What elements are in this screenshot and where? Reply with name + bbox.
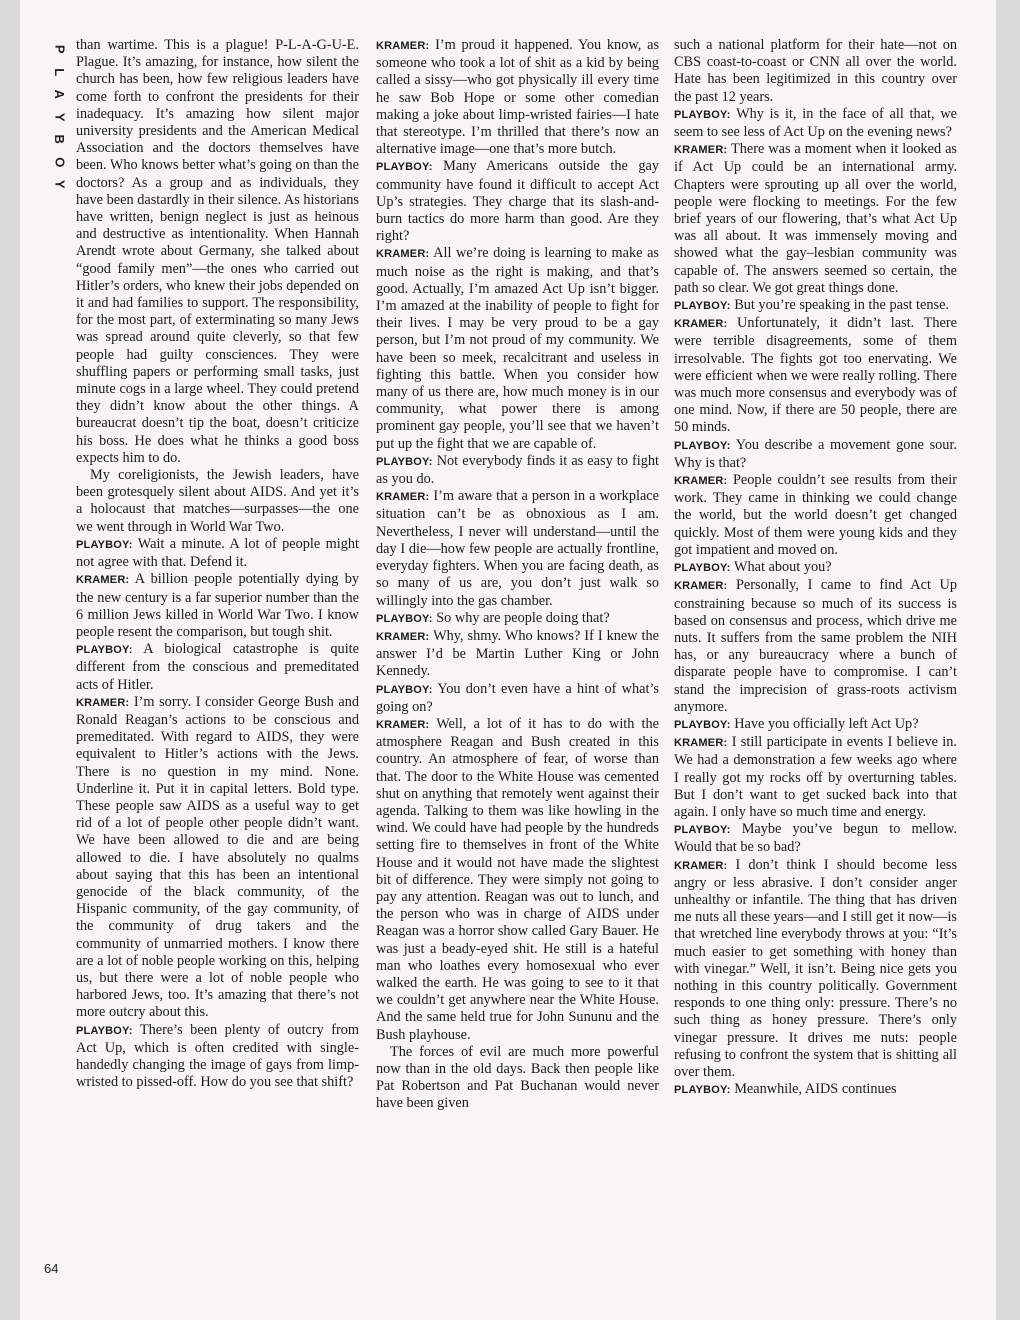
paragraph-text: What about you? bbox=[733, 559, 832, 576]
speaker-label: KRAMER: bbox=[674, 318, 728, 331]
speaker-label: KRAMER: bbox=[674, 475, 728, 488]
speaker-label: KRAMER: bbox=[674, 144, 728, 157]
paragraph-text: Not everybody finds it as easy to fight as you do. bbox=[376, 452, 659, 488]
speaker-label: PLAYBOY: bbox=[674, 300, 731, 313]
masthead-letter: L bbox=[52, 67, 68, 76]
paragraph bbox=[674, 1081, 957, 1099]
paragraph-text: There’s been plenty of outcry from Act Up, which is often credited with single-handedly changing the image of gays from limp-wristed to pissed-off. How do you see that shift? bbox=[76, 1021, 359, 1091]
paragraph-text: I’m aware that a person in a workplace situation can’t be as obnoxious as I am. Nevertheless, I never will understand—until the day I die—how few people are actually frontline, everyday fighters. When you are facing death, as so many of us are, you don’t just walk so willingly into the gas chamber. bbox=[376, 488, 659, 609]
paragraph bbox=[376, 158, 659, 245]
paragraph-text: A billion people potentially dying by the new century is a far superior number than the 6 million Jews killed in World War Two. I know people resent the comparison, but tough shit. bbox=[76, 571, 359, 640]
paragraph bbox=[376, 1044, 659, 1113]
paragraph-text: But you’re speaking in the past tense. bbox=[734, 297, 950, 314]
paragraph-text: Personally, I came to find Act Up constraining because so much of its success is based on consensus and process, which drive me nuts. It suffers from the same problem the NIH has, or any bureaucracy where a bunch of disparate people have to compromise. I can’t stand the imprecision of grass-roots activism anymore. bbox=[674, 577, 957, 715]
paragraph-text: There was a moment when it looked as if Act Up could be an international army. Chapters were sprouting up all over the world, people were flocking to meetings. For the few brief years of our flowering, that’s what Act Up was all about. It was immensely moving and showed what the gay–lesbian community was capable of. The answers seemed so certain, the path so clear. We got great things done. bbox=[674, 141, 957, 296]
paragraph bbox=[674, 716, 957, 734]
speaker-label: KRAMER: bbox=[376, 40, 430, 52]
paragraph bbox=[376, 453, 659, 488]
speaker-label: KRAMER: bbox=[376, 248, 430, 261]
paragraph bbox=[376, 245, 659, 452]
speaker-label: PLAYBOY: bbox=[76, 538, 133, 551]
paragraph bbox=[674, 577, 957, 716]
speaker-label: PLAYBOY: bbox=[376, 161, 433, 174]
page-number: 64 bbox=[44, 1261, 59, 1276]
paragraph-text: Many Americans outside the gay community have found it difficult to accept Act Up’s strategies. They charge that its slash-and-burn tactics do more harm than good. Are they right? bbox=[376, 158, 659, 245]
paragraph bbox=[674, 734, 957, 821]
speaker-label: KRAMER: bbox=[376, 718, 430, 731]
vertical-masthead bbox=[48, 38, 70, 196]
masthead-letter: B bbox=[52, 134, 68, 144]
paragraph bbox=[376, 610, 659, 628]
paragraph bbox=[376, 628, 659, 681]
paragraph-text: I’m proud it happened. You know, as someone who took a lot of shit as a kid by being called a sissy—who got physically ill every time he saw Bob Hope or some other comedian making a joke about limp-wristed fairies—I hate that stereotype. I’m thrilled that there’s now an alternative image—one that’s more butch. bbox=[376, 37, 660, 158]
paragraph-text: The forces of evil are much more powerful now than in the old days. Back then people like Pat Robertson and Pat Buchanan would never have been given bbox=[376, 1043, 659, 1112]
paragraph bbox=[376, 681, 659, 716]
paragraph-text: than wartime. This is a plague! P-L-A-G-U-E. Plague. It’s amazing, for instance, how silent the church has been, how few religious leaders have come forth to confront the presidents for their inadequacy. It’s amazing how silent major university presidents and the American Medical Association and the doctors themselves have been. Who knows better what’s going on than the doctors? As a group and as individuals, they have been dastardly in their silence. As historians have written, benign neglect is just as heinous and destructive as intentionality. When Hannah Arendt wrote about Germany, she talked about “good family men”—the ones who carried out Hitler’s orders, who knew their jobs depended on it and had families to support. The responsibility, for the most part, of exterminating so many Jews was spread around quite cleverly, so that few people had guilty consciences. They were shuffling papers or performing small tasks, just minute cogs in a large wheel. They could pretend they didn’t know about the other things. A bureaucrat doesn’t tip the boat, doesn’t criticize his boss. He does what he thinks a good boss expects him to do. bbox=[76, 37, 359, 466]
paragraph-text: So why are people doing that? bbox=[436, 609, 610, 626]
paragraph-text: Meanwhile, AIDS continues bbox=[734, 1081, 897, 1098]
text-column-3 bbox=[674, 37, 957, 1099]
speaker-label: KRAMER: bbox=[376, 630, 430, 643]
paragraph bbox=[76, 536, 359, 571]
paragraph-text: Have you officially left Act Up? bbox=[734, 715, 919, 732]
speaker-label: KRAMER: bbox=[76, 696, 130, 709]
paragraph-text: My coreligionists, the Jewish leaders, have been grotesquely silent about AIDS. And yet it’s a holocaust that matches—surpasses—the one we went through in World War Two. bbox=[76, 467, 359, 535]
paragraph-text: I still participate in events I believe in. We had a demonstration a few weeks ago where I really got my rocks off by overturning tables. But I don’t want to get sucked back into that again. I only have so much time and energy. bbox=[674, 734, 957, 820]
paragraph bbox=[674, 315, 957, 436]
paragraph-text: Wait a minute. A lot of people might not agree with that. Defend it. bbox=[76, 535, 359, 571]
paragraph bbox=[76, 694, 359, 1022]
magazine-page bbox=[20, 0, 996, 1320]
paragraph-text: I’m sorry. I consider George Bush and Ronald Reagan’s actions to be conscious and premeditated. With regard to AIDS, they were equivalent to Hitler’s actions with the Jews. There is no question in my mind. None. Underline it. Put it in capital letters. Bold type. These people saw AIDS as a useful way to get rid of a lot of people other people didn’t want. We have been allowed to die and are being allowed to die. I have absolutely no qualms about saying that this has been an intentional genocide of the black community, of the Hispanic community, of the gay community, of the community of drug takers and the community of unmarried mothers. I know there are a lot of noble people working on this, helping us, but there were a lot of noble people who harbored Jews, too. It’s amazing that there’s not more outcry about this. bbox=[76, 693, 359, 1021]
paragraph-text: Why, shmy. Who knows? If I knew the answer I’d be Martin Luther King or John Kennedy. bbox=[376, 627, 659, 680]
speaker-label: PLAYBOY: bbox=[674, 824, 731, 837]
paragraph-text: I don’t think I should become less angry or less abrasive. I don’t consider anger unhealthy or infantile. The thing that has driven me nuts all these years—and I still get it now—is that wretched line everybody throws at you: “It’s much easier to get something with honey than with vinegar.” Well, it isn’t. Being nice gets you nothing in this country politically. Government responds to one thing only: pressure. There’s no such thing as honey pressure. There’s only vinegar pressure. It drives me nuts: people refusing to confront the system that is shitting all over them. bbox=[674, 856, 958, 1080]
paragraph-text: such a national platform for their hate—not on CBS coast-to-coast or CNN all over the world. Hate has been legitimized in this country over the past 12 years. bbox=[674, 37, 957, 105]
speaker-label: PLAYBOY: bbox=[376, 455, 433, 468]
paragraph-text: You don’t even have a hint of what’s going on? bbox=[376, 680, 659, 715]
speaker-label: PLAYBOY: bbox=[674, 108, 731, 121]
speaker-label: KRAMER: bbox=[674, 737, 728, 750]
speaker-label: PLAYBOY: bbox=[376, 612, 433, 625]
paragraph-text: A biological catastrophe is quite different from the conscious and premeditated acts of Hitler. bbox=[76, 641, 359, 693]
speaker-label: PLAYBOY: bbox=[674, 718, 731, 731]
paragraph-text: Well, a lot of it has to do with the atmosphere Reagan and Bush created in this country. An atmosphere of fear, of worse than that. The door to the White House was cemented shut on anything that remotely went against their agenda. Talking to them was like howling in the wind. We could have had people by the hundreds setting fire to themselves in front of the White House and it would not have made the slightest bit of difference. They were simply not going to pay any attention. Reagan was out to lunch, and the person who was in charge of AIDS under Reagan was a horror show called Gary Bauer. He was just a beady-eyed shit. He still is a hateful man who loathes every homosexual who ever walked the earth. He was going to see to it that we couldn’t get anywhere near the White House. And the same held true for John Sununu and the Bush playhouse. bbox=[376, 715, 659, 1043]
paragraph-text: People couldn’t see results from their work. They came in thinking we could change the world, but the world doesn’t get changed quickly. Most of them were young kids and they got impatient and moved on. bbox=[674, 472, 957, 558]
speaker-label: PLAYBOY: bbox=[674, 1084, 731, 1097]
paragraph bbox=[674, 106, 957, 141]
paragraph-text: Why is it, in the face of all that, we seem to see less of Act Up on the evening news? bbox=[674, 105, 957, 141]
paragraph bbox=[376, 716, 659, 1044]
paragraph bbox=[674, 297, 957, 315]
paragraph bbox=[376, 488, 659, 609]
speaker-label: KRAMER: bbox=[674, 859, 728, 872]
masthead-letter: O bbox=[52, 156, 68, 167]
text-column-2 bbox=[376, 37, 659, 1113]
paragraph bbox=[76, 467, 359, 536]
masthead-letter: Y bbox=[52, 112, 68, 122]
paragraph bbox=[674, 559, 957, 577]
paragraph bbox=[674, 437, 957, 472]
paragraph-text: Unfortunately, it didn’t last. There were terrible disagreements, some of them irresolvable. The fights got too enervating. We were efficient when we were really rolling. There was much more consensus and everybody was of one mind. Now, if there are 50 people, there are 50 minds. bbox=[674, 315, 958, 436]
masthead-letter: A bbox=[52, 89, 68, 99]
speaker-label: PLAYBOY: bbox=[674, 439, 731, 452]
paragraph-text: All we’re doing is learning to make as much noise as the right is making, and that’s good. Actually, I’m amazed Act Up isn’t bigger. I’m amazed at the inability of people to fight for their lives. I may be very proud to be a gay person, but I’m not proud of my community. We have been so meek, recalcitrant and useless in fighting this battle. When you consider how many of us there are, how much money is in our community, what power there is among prominent gay people, you’ll see that we haven’t put up the fight that we are capable of. bbox=[376, 245, 659, 452]
paragraph bbox=[76, 571, 359, 641]
speaker-label: KRAMER: bbox=[674, 580, 728, 593]
text-column-1 bbox=[76, 37, 359, 1091]
speaker-label: KRAMER: bbox=[76, 574, 130, 587]
paragraph bbox=[674, 857, 957, 1082]
paragraph bbox=[674, 37, 957, 106]
paragraph-text: Maybe you’ve begun to mellow. Would that be so bad? bbox=[674, 821, 957, 856]
paragraph bbox=[674, 472, 957, 559]
speaker-label: KRAMER: bbox=[376, 491, 430, 504]
masthead-letter: Y bbox=[52, 179, 68, 189]
speaker-label: PLAYBOY: bbox=[376, 683, 433, 696]
speaker-label: PLAYBOY: bbox=[674, 562, 731, 575]
paragraph bbox=[674, 141, 957, 297]
paragraph bbox=[376, 37, 659, 158]
paragraph bbox=[76, 1022, 359, 1092]
speaker-label: PLAYBOY: bbox=[76, 1024, 133, 1037]
paragraph bbox=[76, 641, 359, 694]
paragraph bbox=[76, 37, 359, 467]
speaker-label: PLAYBOY: bbox=[76, 644, 133, 657]
paragraph-text: You describe a movement gone sour. Why is that? bbox=[674, 436, 957, 471]
masthead-letter: P bbox=[52, 44, 68, 54]
paragraph bbox=[674, 821, 957, 856]
